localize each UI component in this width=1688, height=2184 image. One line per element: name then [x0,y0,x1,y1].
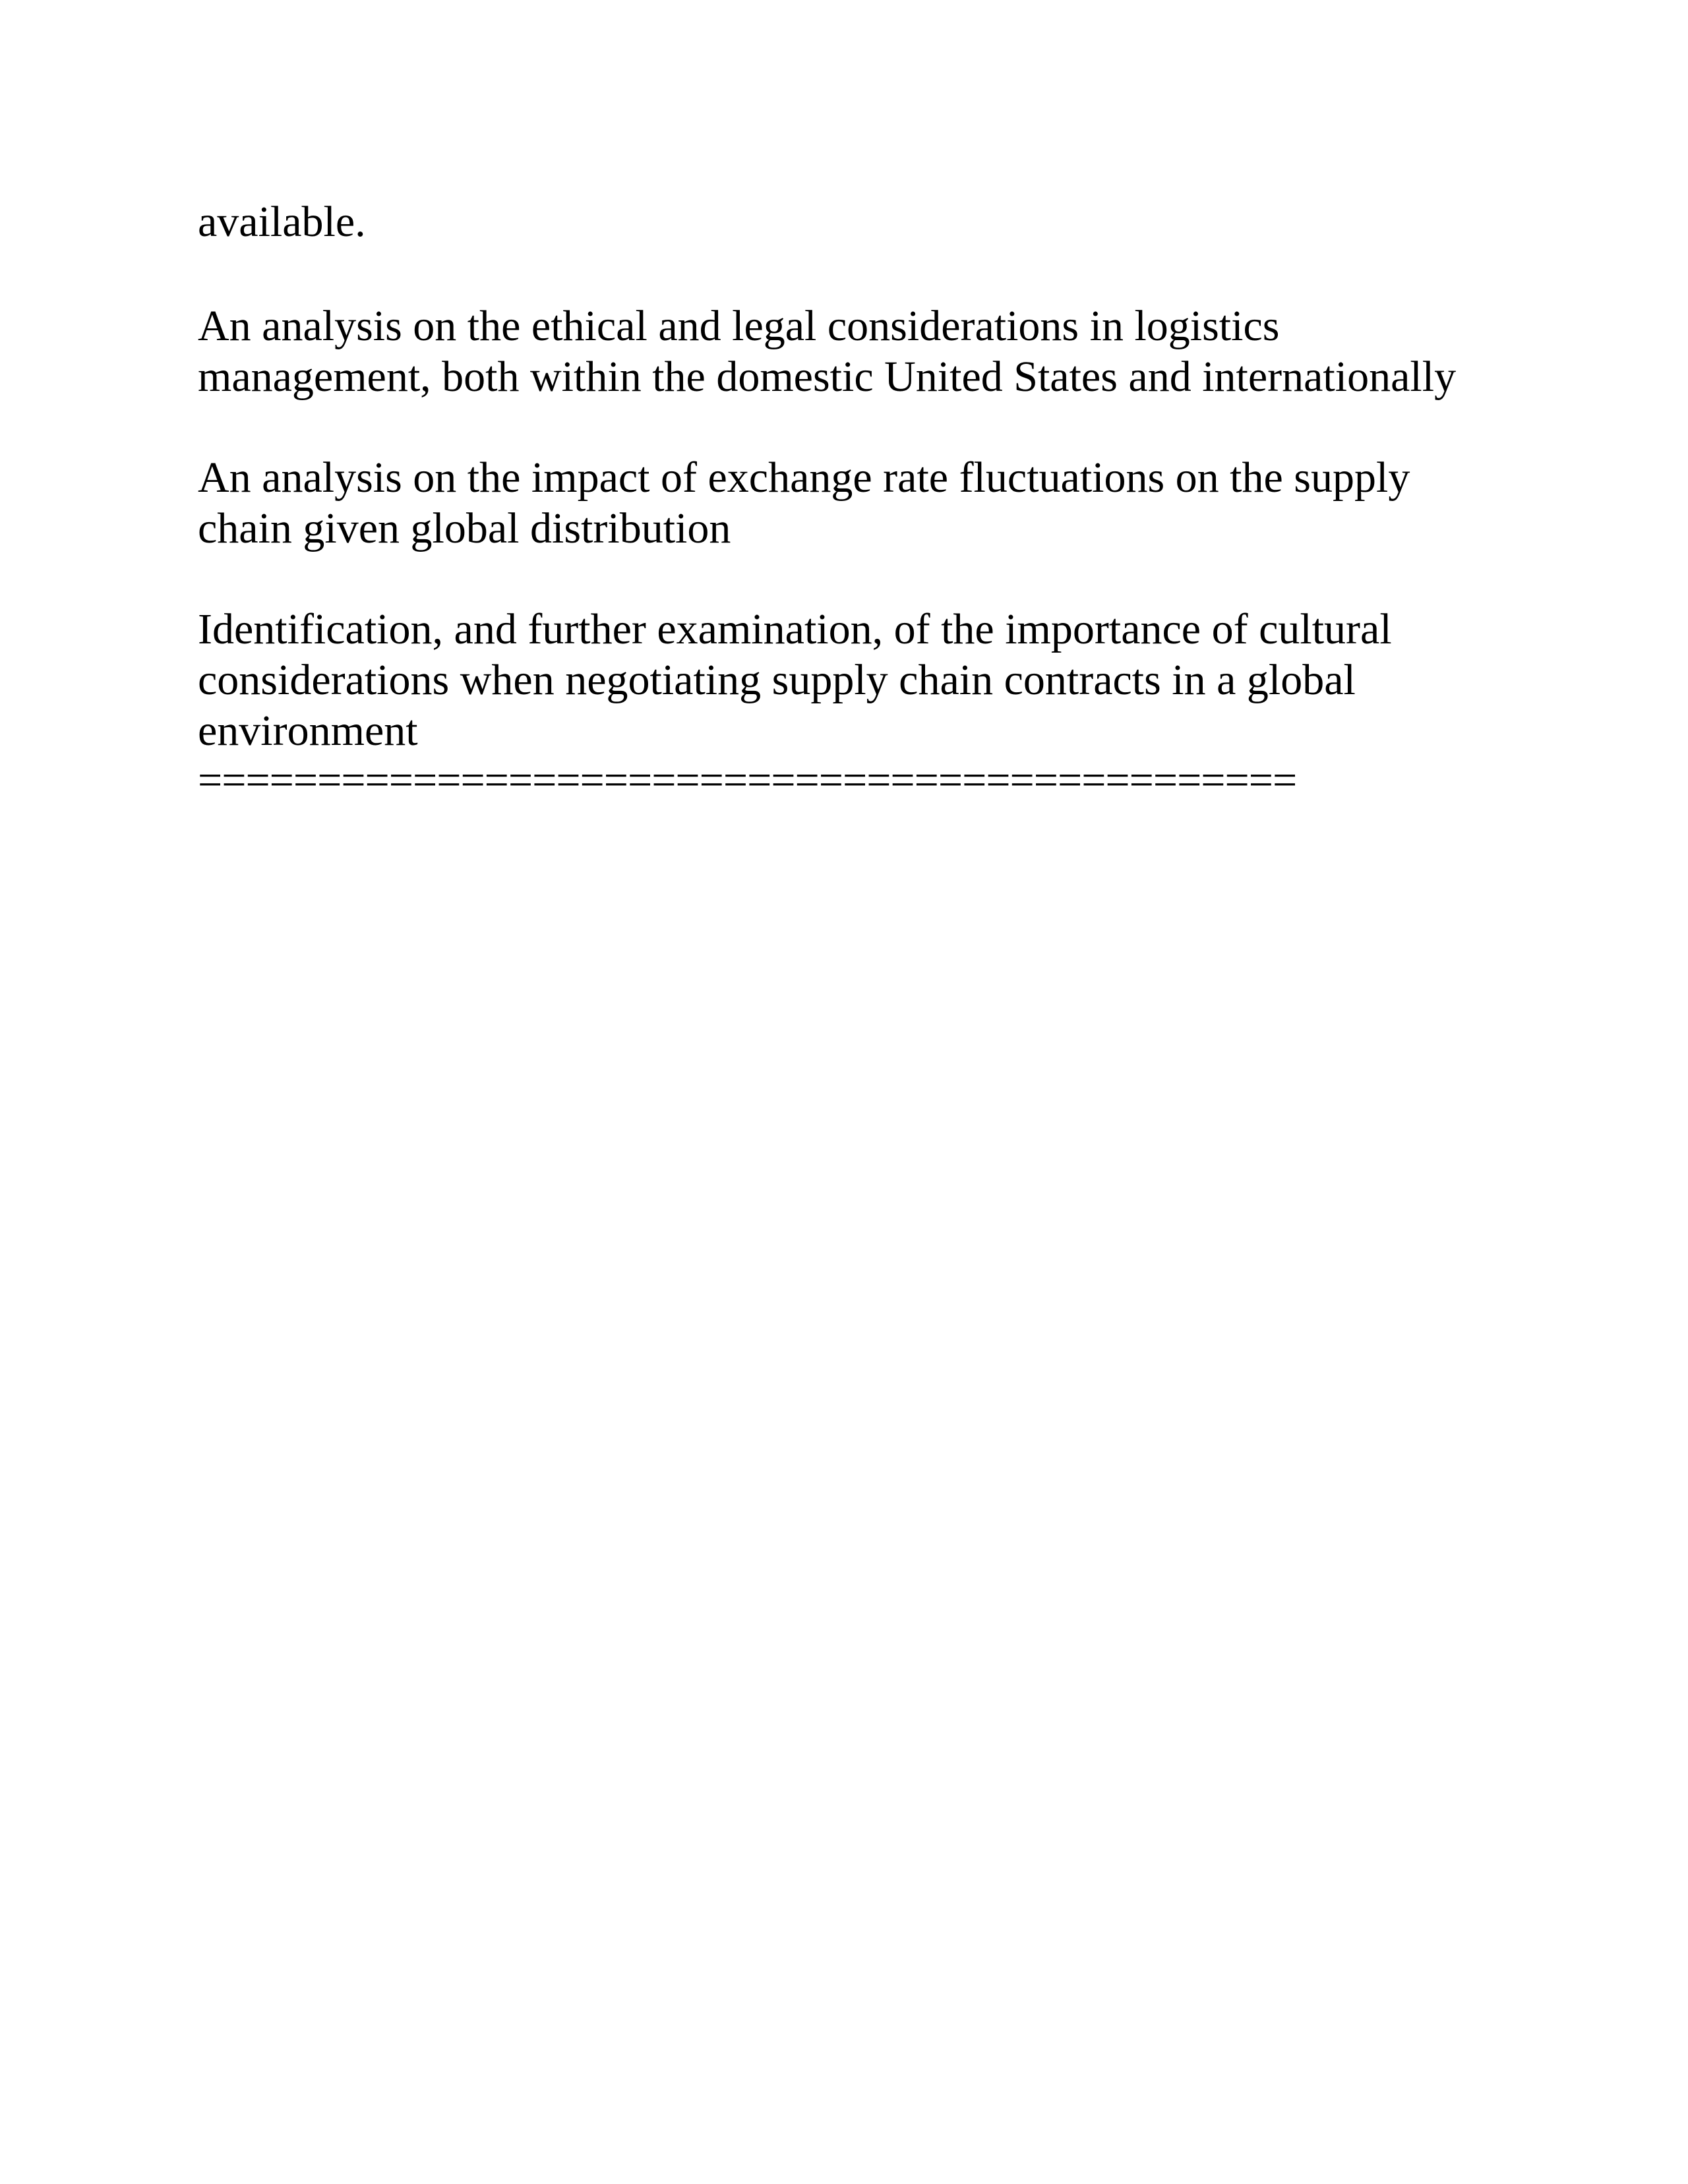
paragraph-continuation: available. [198,198,366,246]
paragraph-exchange-rate: An analysis on the impact of exchange rate fluctuations on the supply chain given global distribution [198,454,1410,552]
separator-line: ============================================== [198,756,1297,804]
paragraph-cultural-considerations: Identification, and further examination, of the importance of cultural considerations when negotiating supply chain contracts in a global environment [198,605,1392,755]
paragraph-ethical-legal: An analysis on the ethical and legal considerations in logistics management, both within the domestic United States and internationally [198,302,1457,401]
